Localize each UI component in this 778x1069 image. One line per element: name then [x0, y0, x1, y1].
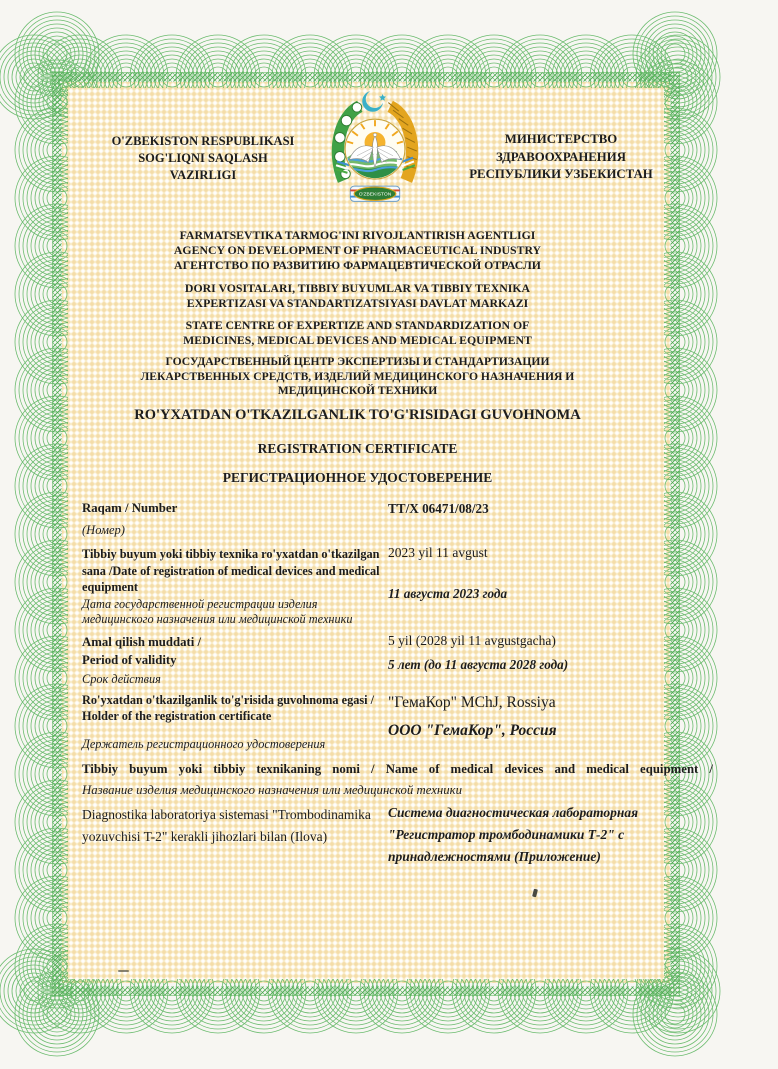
reg-date-label-ru: Дата государственной регистрации изделия медицинского назначения или медицинской техники	[82, 597, 353, 626]
validity-label-uz: Amal qilish muddati /	[82, 635, 202, 649]
device-name-label: Tibbiy buyum yoki tibbiy texnikaning nomi / Name of medical devices and medical equipment /	[82, 762, 713, 776]
holder-label-ru: Держатель регистрационного удостоверения	[82, 737, 326, 751]
state-centre-line: STATE CENTRE OF EXPERTIZE AND STANDARDIZATION OF	[185, 318, 530, 332]
number-label: Raqam / Number	[82, 501, 178, 515]
emblem-banner	[350, 186, 399, 201]
certificate-title-en: REGISTRATION CERTIFICATE	[257, 441, 458, 456]
device-name-ru: Система диагностическая лабораторная "Регистратор тромбодинамики Т-2" с принадлежностями (Приложение)	[388, 805, 639, 864]
ministry-ru-line: ЗДРАВООХРАНЕНИЯ	[496, 149, 626, 164]
state-centre-line: DORI VOSITALARI, TIBBIY BUYUMLAR VA TIBBIY TEXNIKA	[184, 281, 531, 295]
holder-label: Ro'yxatdan o'tkazilganlik to'g'risida guvohnoma egasi / Holder of the registration certificate	[82, 693, 375, 723]
validity-label-ru: Срок действия	[82, 672, 161, 686]
state-centre-line: MEDICINES, MEDICAL DEVICES AND MEDICAL EQUIPMENT	[183, 333, 532, 347]
ministry-uz-line: SOG'LIQNI SAQLASH	[138, 151, 268, 165]
emblem-container	[318, 88, 432, 214]
state-centre-title-uz	[70, 281, 645, 311]
state-centre-line: ГОСУДАРСТВЕННЫЙ ЦЕНТР ЭКСПЕРТИЗЫ И СТАНДАРТИЗАЦИИ	[165, 355, 550, 368]
state-centre-line: ЛЕКАРСТВЕННЫХ СРЕДСТВ, ИЗДЕЛИЙ МЕДИЦИНСКОГО НАЗНАЧЕНИЯ И	[140, 369, 575, 383]
ministry-uz-line: O'ZBEKISTON RESPUBLIKASI	[111, 134, 295, 148]
reg-date-value-uz: 2023 yil 11 avgust	[388, 545, 488, 560]
uzbekistan-coat-of-arms-icon	[318, 88, 432, 214]
holder-value-ru: ООО "ГемаКор", Россия	[388, 722, 557, 739]
validity-label-en: Period of validity	[82, 653, 177, 667]
ministry-ru-line: МИНИСТЕРСТВО	[504, 132, 618, 146]
reg-date-label: Tibbiy buyum yoki tibbiy texnika ro'yxatdan o'tkazilgan sana /Date of registration of medical devices and medical equipment	[82, 547, 380, 594]
emblem-banner-text: O'ZBEKISTON	[358, 192, 392, 198]
number-value: TT/X 06471/08/23	[388, 501, 489, 516]
ministry-uz-line: VAZIRLIGI	[169, 168, 237, 182]
state-centre-line: EXPERTIZASI VA STANDARTIZATSIYASI DAVLAT MARKAZI	[186, 296, 529, 310]
device-name-label-ru: Название изделия медицинского назначения или медицинской техники	[82, 783, 463, 797]
agency-line: AGENCY ON DEVELOPMENT OF PHARMACEUTICAL INDUSTRY	[173, 243, 542, 257]
star-icon	[379, 94, 386, 101]
crescent-icon	[362, 91, 383, 112]
ink-speck	[118, 970, 129, 972]
ministry-ru-line: РЕСПУБЛИКИ УЗБЕКИСТАН	[469, 167, 653, 181]
ministry-title-ru	[428, 131, 694, 184]
state-centre-line: МЕДИЦИНСКОЙ ТЕХНИКИ	[277, 384, 438, 397]
holder-value-uz: "ГемаКор" MChJ, Rossiya	[388, 694, 556, 711]
validity-value-ru: 5 лет (до 11 августа 2028 года)	[388, 657, 569, 672]
device-name-uz: Diagnostika laboratoriya sistemasi "Trombodinamika yozuvchisi T-2" kerakli jihozlari bilan (Ilova)	[82, 807, 371, 844]
validity-value-uz: 5 yil (2028 yil 11 avgustgacha)	[388, 633, 556, 648]
reg-date-value-ru: 11 августа 2023 года	[388, 586, 508, 601]
agency-line: FARMATSEVTIKA TARMOG'INI RIVOJLANTIRISH AGENTLIGI	[179, 228, 536, 242]
certificate-title-ru: РЕГИСТРАЦИОННОЕ УДОСТОВЕРЕНИЕ	[222, 470, 493, 485]
state-centre-title-en	[70, 318, 645, 348]
agency-title	[70, 228, 645, 273]
number-label-ru: (Номер)	[82, 523, 125, 537]
agency-line: АГЕНТСТВО ПО РАЗВИТИЮ ФАРМАЦЕВТИЧЕСКОЙ ОТРАСЛИ	[174, 258, 541, 272]
certificate-title-uz: RO'YXATDAN O'TKAZILGANLIK TO'G'RISIDAGI GUVOHNOMA	[134, 407, 581, 423]
ministry-title-uz	[78, 133, 328, 184]
state-centre-title-ru	[70, 355, 645, 399]
